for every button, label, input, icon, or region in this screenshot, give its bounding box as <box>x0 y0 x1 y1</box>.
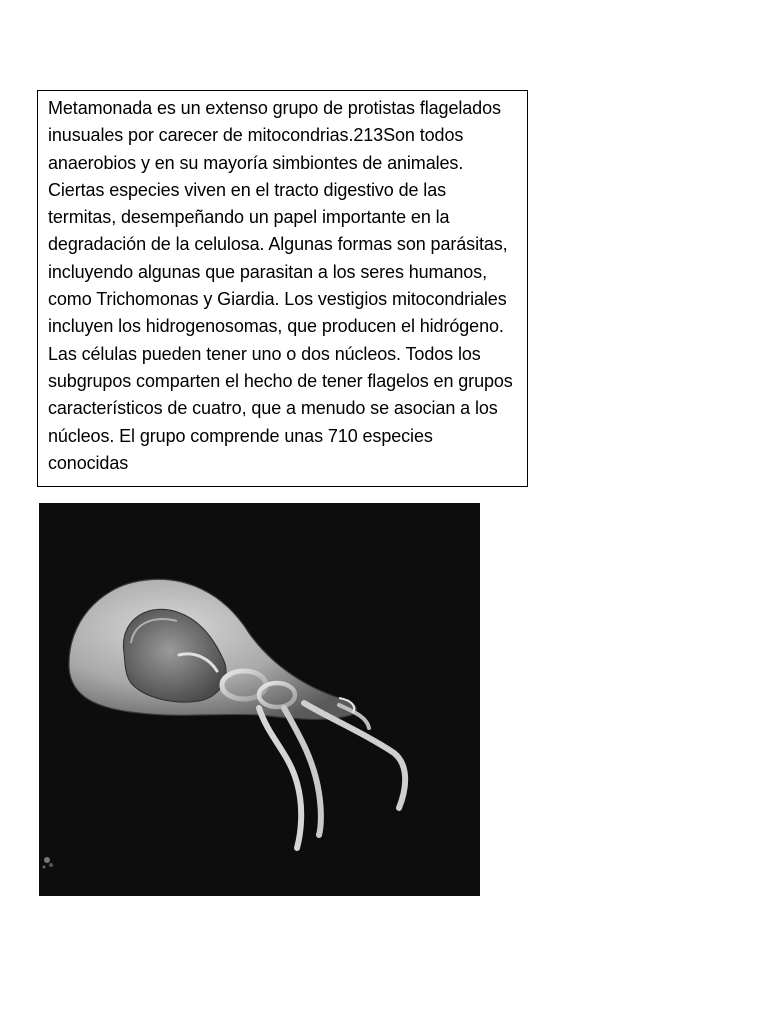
micrograph-image <box>39 503 480 896</box>
flagellate-protist-illustration <box>39 503 480 896</box>
body-paragraph: Metamonada es un extenso grupo de protistas flagelados inusuales por carecer de mitocondrias.213Son todos anaerobios y en su mayoría simbiontes de animales. Ciertas especies viven en el tracto digestivo de las termitas, desempeñando un papel importante en la degradación de la celulosa. Algunas formas son parásitas, incluyendo algunas que parasitan a los seres humanos, como Trichomonas y Giardia. Los vestigios mitocondriales incluyen los hidrogenosomas, que producen el hidrógeno. Las células pueden tener uno o dos núcleos. Todos los subgrupos comparten el hecho de tener flagelos en grupos característicos de cuatro, que a menudo se asocian a los núcleos. El grupo comprende unas 710 especies conocidas <box>48 98 513 473</box>
text-box <box>37 90 528 487</box>
